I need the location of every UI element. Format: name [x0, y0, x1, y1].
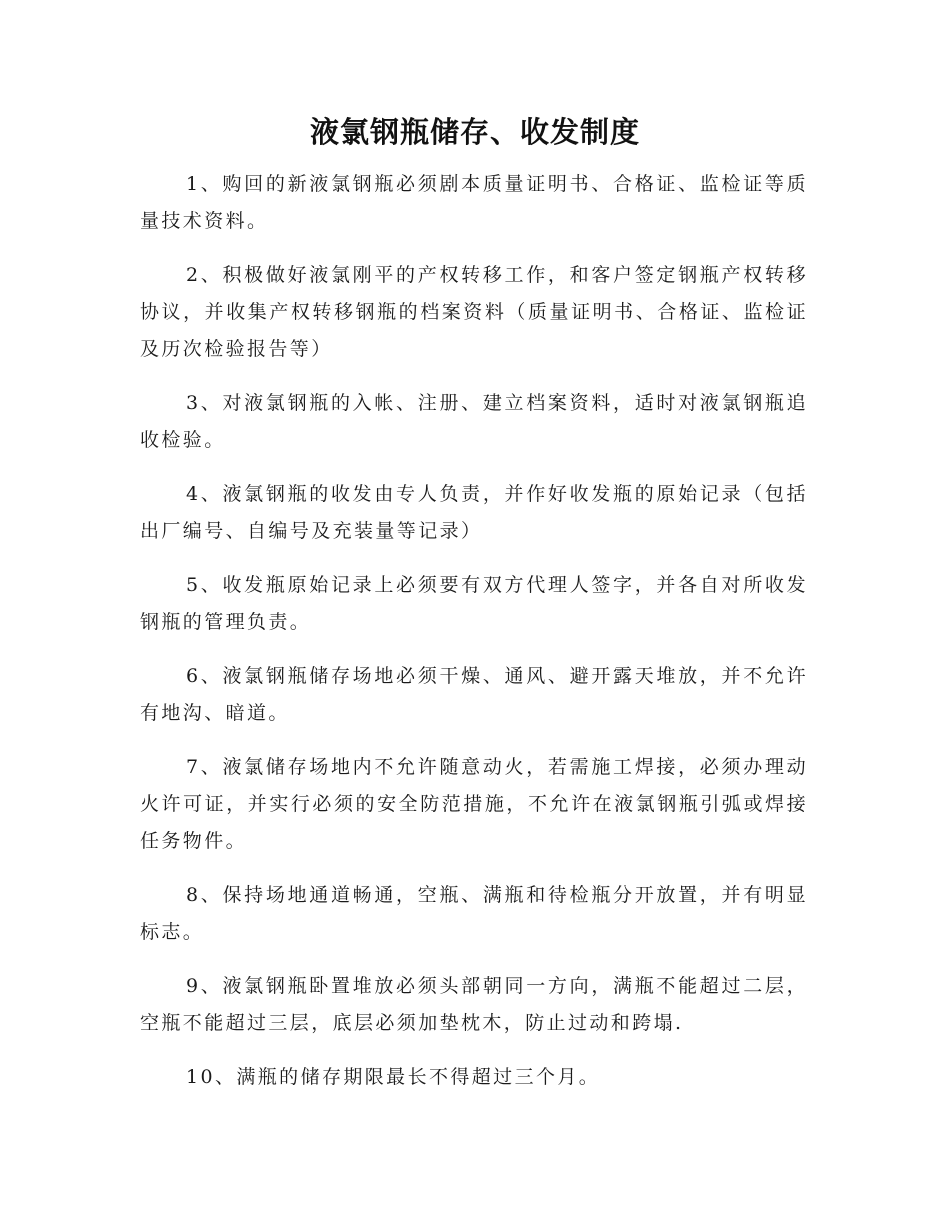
paragraph-4: 4、液氯钢瓶的收发由专人负责，并作好收发瓶的原始记录（包括出厂编号、自编号及充装量等记录） [140, 483, 808, 542]
paragraph-5: 5、收发瓶原始记录上必须要有双方代理人签字，并各自对所收发钢瓶的管理负责。 [140, 574, 808, 633]
document-title: 液氯钢瓶储存、收发制度 [309, 115, 640, 149]
paragraph-2: 2、积极做好液氯刚平的产权转移工作，和客户签定钢瓶产权转移协议，并收集产权转移钢瓶的档案资料（质量证明书、合格证、监检证及历次检验报告等） [140, 264, 808, 360]
paragraph-9: 9、液氯钢瓶卧置堆放必须头部朝同一方向，满瓶不能超过二层，空瓶不能超过三层，底层必须加垫枕木，防止过动和跨塌. [140, 975, 808, 1034]
document-body [140, 166, 808, 1113]
paragraph-8: 8、保持场地通道畅通，空瓶、满瓶和待检瓶分开放置，并有明显标志。 [140, 884, 808, 943]
paragraph-7: 7、液氯储存场地内不允许随意动火，若需施工焊接，必须办理动火许可证，并实行必须的安全防范措施，不允许在液氯钢瓶引弧或焊接任务物件。 [140, 756, 808, 852]
paragraph-3: 3、对液氯钢瓶的入帐、注册、建立档案资料，适时对液氯钢瓶追收检验。 [140, 392, 808, 451]
paragraph-1: 1、购回的新液氯钢瓶必须剧本质量证明书、合格证、监检证等质量技术资料。 [140, 173, 808, 232]
paragraph-10: 10、满瓶的储存期限最长不得超过三个月。 [186, 1066, 601, 1088]
paragraph-6: 6、液氯钢瓶储存场地必须干燥、通风、避开露天堆放，并不允许有地沟、暗道。 [140, 665, 808, 724]
